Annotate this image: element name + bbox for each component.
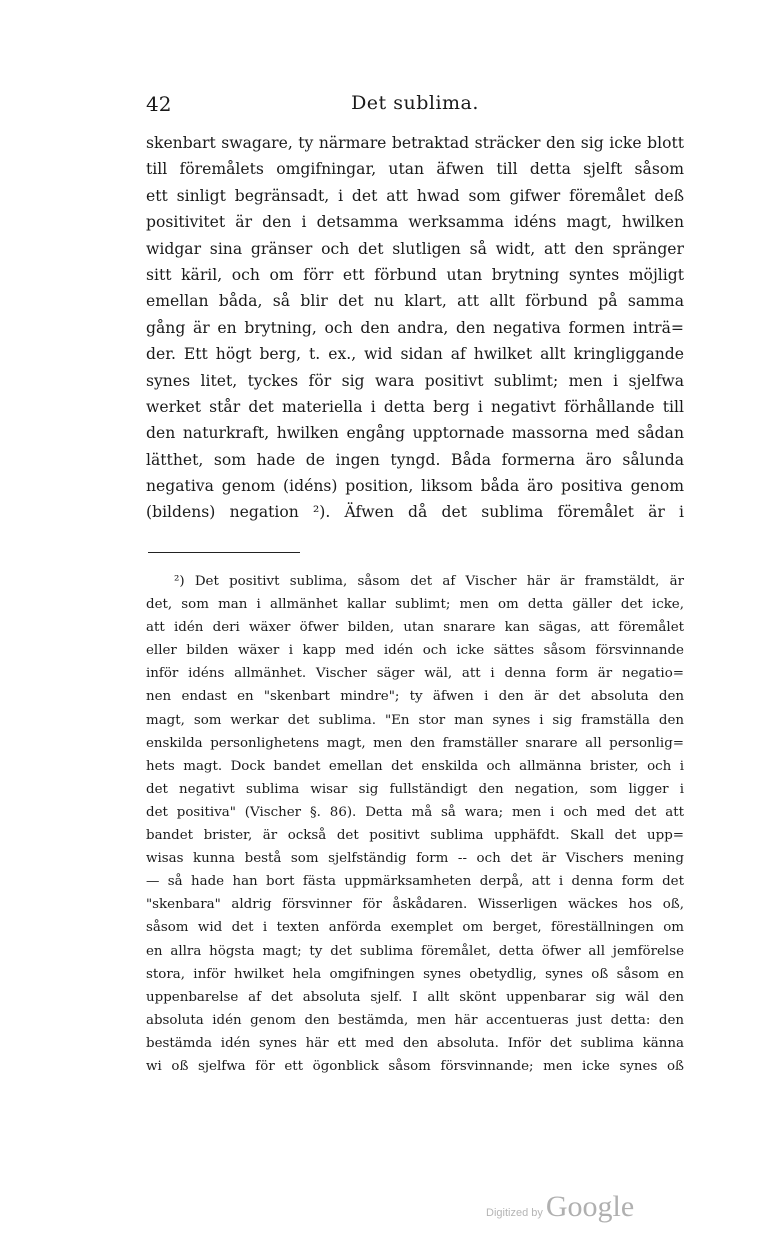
page-header xyxy=(146,92,684,122)
page-number: 42 xyxy=(146,92,172,116)
body-line: synes litet, tyckes för sig wara positivt sublimt; men i sjelfwa xyxy=(146,371,684,390)
footnote-line: inför idéns allmänhet. Vischer säger wäl, att i denna form är negatio= xyxy=(146,666,684,682)
digitized-by-label: Digitized by xyxy=(486,1207,543,1219)
footnote-line: det negativt sublima wisar sig fullständigt den negation, som ligger i xyxy=(146,781,684,797)
footnote-line: att idén deri wäxer öfwer bilden, utan snarare kan sägas, att föremålet xyxy=(146,620,684,636)
body-line: skenbart swagare, ty närmare betraktad sträcker den sig icke blott xyxy=(146,134,684,152)
footnote-divider xyxy=(148,552,300,553)
footnote-line: ²) Det positivt sublima, såsom det af Vischer här är framstäldt, är xyxy=(174,574,684,589)
body-line: lätthet, som hade de ingen tyngd. Båda formerna äro sålunda xyxy=(146,450,684,469)
body-line: werket står det materiella i detta berg i negativt förhållande till xyxy=(146,397,684,416)
footnote-line: bestämda idén synes här ett med den absoluta. Inför det sublima känna xyxy=(146,1035,684,1051)
body-line: ett sinligt begränsadt, i det att hwad som gifwer föremålet deß xyxy=(146,186,684,205)
body-line: widgar sina gränser och det slutligen så widt, att den spränger xyxy=(146,239,684,258)
body-text xyxy=(146,130,684,526)
body-line: (bildens) negation ²). Äfwen då det sublima föremålet är i xyxy=(146,503,684,522)
body-line: der. Ett högt berg, t. ex., wid sidan af hwilket allt kringliggande xyxy=(146,345,684,364)
footnote xyxy=(146,570,684,1078)
footnote-line: — så hade han bort fästa uppmärksamheten derpå, att i denna form det xyxy=(146,874,684,890)
footnote-line: det, som man i allmänhet kallar sublimt; men om detta gäller det icke, xyxy=(146,597,684,613)
footnote-line: enskilda personlighetens magt, men den framställer snarare all personlig= xyxy=(146,735,684,751)
google-logo: Google xyxy=(545,1190,635,1223)
body-line: gång är en brytning, och den andra, den negativa formen inträ= xyxy=(146,318,684,337)
footnote-line: wisas kunna bestå som sjelfständig form -- och det är Vischers mening xyxy=(146,851,684,867)
body-line: sitt käril, och om förr ett förbund utan brytning syntes möjligt xyxy=(146,265,684,284)
footnote-line: såsom wid det i texten anförda exemplet om berget, föreställningen om xyxy=(146,920,684,936)
footnote-line: hets magt. Dock bandet emellan det enskilda och allmänna brister, och i xyxy=(146,758,684,774)
digitized-by-watermark xyxy=(486,1190,656,1230)
body-line: emellan båda, så blir det nu klart, att allt förbund på samma xyxy=(146,292,684,311)
body-line: den naturkraft, hwilken engång upptornade massorna med sådan xyxy=(146,424,684,443)
footnote-line: absoluta idén genom den bestämda, men här accentueras just detta: den xyxy=(146,1012,684,1028)
footnote-line: det positiva" (Vischer §. 86). Detta må så wara; men i och med det att xyxy=(146,804,684,820)
footnote-line: magt, som werkar det sublima. "En stor man synes i sig framställa den xyxy=(146,712,684,728)
footnote-line: nen endast en "skenbart mindre"; ty äfwen i den är det absoluta den xyxy=(146,689,684,705)
footnote-line: "skenbara" aldrig försvinner för åskådaren. Wisserligen wäckes hos oß, xyxy=(146,897,684,913)
footnote-line: uppenbarelse af det absoluta sjelf. I allt skönt uppenbarar sig wäl den xyxy=(146,989,684,1005)
footnote-line: eller bilden wäxer i kapp med idén och icke sättes såsom försvinnande xyxy=(146,643,684,659)
body-line: negativa genom (idéns) position, liksom båda äro positiva genom xyxy=(146,477,684,496)
body-line: positivitet är den i detsamma werksamma idéns magt, hwilken xyxy=(146,213,684,232)
footnote-line: en allra högsta magt; ty det sublima föremålet, detta öfwer all jemförelse xyxy=(146,943,684,959)
footnote-line: wi oß sjelfwa för ett ögonblick såsom försvinnande; men icke synes oß xyxy=(146,1058,684,1074)
body-line: till föremålets omgifningar, utan äfwen till detta sjelft såsom xyxy=(146,160,684,179)
running-title: Det sublima. xyxy=(351,92,479,114)
footnote-line: bandet brister, är också det positivt sublima upphäfdt. Skall det upp= xyxy=(146,828,684,844)
footnote-line: stora, inför hwilket hela omgifningen synes obetydlig, synes oß såsom en xyxy=(146,966,684,982)
